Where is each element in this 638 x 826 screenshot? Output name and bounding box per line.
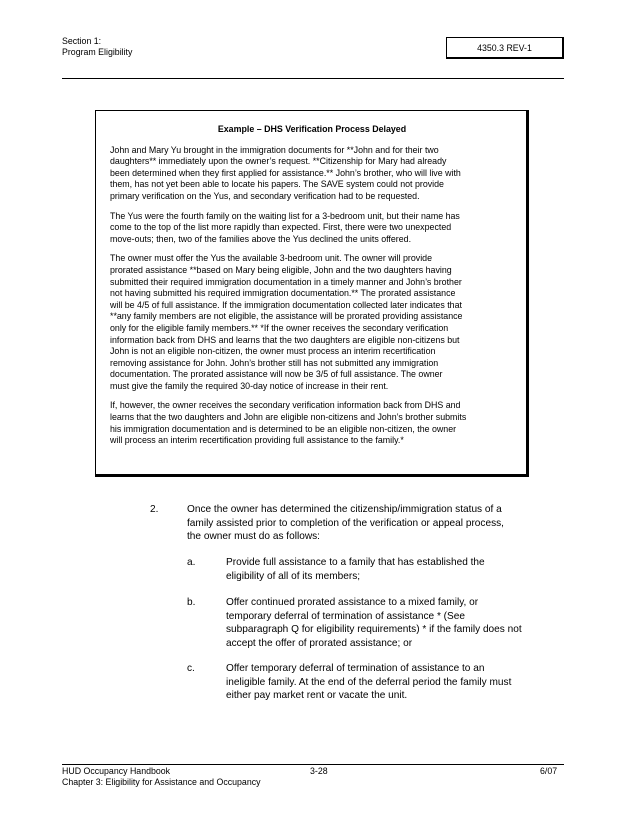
text-line: temporary deferral of termination of assistance * (See	[226, 610, 465, 622]
sub-item-label: b.	[187, 597, 196, 608]
example-title: Example – DHS Verification Process Delayed	[217, 124, 407, 134]
text-line: Provide full assistance to a family that has established the	[226, 557, 485, 568]
footer-divider	[62, 764, 564, 765]
text-line: will process an interim recertification providing full assistance to the family.*	[110, 435, 404, 446]
text-line: primary verification on the Yus, and secondary verification had to be requested.	[110, 190, 420, 201]
list-item-number: 2.	[150, 504, 159, 515]
sub-item-label: c.	[187, 663, 195, 674]
text-line: either pay market rent or vacate the unit.	[226, 690, 408, 702]
text-line: his immigration documentation and is determined to be an eligible non-citizen, the owner	[110, 423, 457, 434]
text-line: Offer continued prorated assistance to a mixed family, or	[226, 597, 479, 608]
handbook-title: HUD Occupancy Handbook	[62, 766, 171, 776]
sub-item-text	[226, 556, 566, 583]
sub-item-label: a.	[187, 557, 196, 568]
text-line: subparagraph Q for eligibility requirements) * if the family does not	[226, 624, 522, 636]
text-line: been determined when they first applied for assistance.** John’s brother, who will live with	[110, 167, 461, 178]
section-title: Program Eligibility	[62, 47, 133, 57]
text-line: only for the eligible family members.** *If the owner receives the secondary verification	[110, 322, 449, 333]
chapter-title: Chapter 3: Eligibility for Assistance and Occupancy	[62, 777, 261, 787]
text-line: If, however, the owner receives the secondary verification information back from DHS and	[110, 400, 461, 411]
text-line: The Yus were the fourth family on the waiting list for a 3-bedroom unit, but their name has	[110, 210, 460, 221]
text-line: Offer temporary deferral of termination of assistance to an	[226, 663, 485, 674]
page-number: 3-28	[310, 766, 328, 776]
text-line: not having submitted his required immigration documentation.** The prorated assistance	[110, 288, 456, 299]
text-line: them, has not yet been able to locate his papers. The SAVE system could not provide	[110, 179, 444, 190]
text-line: The owner must offer the Yus the available 3-bedroom unit. The owner will provide	[110, 253, 432, 264]
text-line: the owner must do as follows:	[187, 531, 320, 543]
section-number: Section 1:	[62, 36, 102, 46]
example-paragraph-2	[110, 211, 514, 246]
example-paragraph-3	[110, 253, 514, 392]
text-line: move-outs; then, two of the families above the Yus declined the units offered.	[110, 233, 412, 244]
text-line: come to the top of the list more rapidly than expected. First, there were two unexpected	[110, 222, 452, 233]
text-line: eligibility of all of its members;	[226, 570, 361, 582]
sub-item-text	[226, 596, 566, 650]
header-divider	[62, 78, 564, 79]
text-line: John is not an eligible non-citizen, the owner must process an interim recertification	[110, 346, 436, 357]
text-line: submitted their required immigration documentation in a timely manner and John’s brother	[110, 276, 462, 287]
section-label	[62, 36, 132, 58]
text-line: accept the offer of prorated assistance; or	[226, 637, 413, 649]
example-paragraph-4	[110, 400, 514, 446]
text-line: removing assistance for John. John’s brother still has not submitted any immigration	[110, 357, 439, 368]
text-line: daughters** immediately upon the owner’s request. **Citizenship for Mary had already	[110, 156, 447, 167]
text-line: will be 4/5 of full assistance. If the immigration documentation collected later indicates that	[110, 299, 462, 310]
example-box	[95, 110, 529, 477]
text-line: John and Mary Yu brought in the immigration documents for **John and for their two	[110, 144, 439, 155]
text-line: documentation. The prorated assistance will now be 3/5 of full assistance. The owner	[110, 369, 443, 380]
document-id: 4350.3 REV-1	[477, 42, 532, 53]
text-line: Once the owner has determined the citizenship/immigration status of a	[187, 504, 502, 515]
text-line: must give the family the required 30-day notice of increase in their rent.	[110, 380, 389, 391]
footer-left	[62, 766, 261, 788]
text-line: learns that the two daughters and John are eligible non-citizens and John’s brother submits	[110, 412, 467, 423]
text-line: **any family members are not eligible, the assistance will be prorated providing assistance	[110, 311, 463, 322]
text-line: prorated assistance **based on Mary being eligible, John and the two daughters having	[110, 264, 452, 275]
list-item-text	[187, 503, 557, 544]
sub-item-text	[226, 662, 566, 703]
example-paragraph-1	[110, 145, 514, 203]
document-id-box	[446, 37, 564, 59]
text-line: family assisted prior to completion of the verification or appeal process,	[187, 517, 504, 529]
text-line: ineligible family. At the end of the deferral period the family must	[226, 676, 512, 688]
revision-date: 6/07	[540, 766, 558, 776]
text-line: information back from DHS and learns that the two daughters are eligible non-citizens but	[110, 334, 460, 345]
